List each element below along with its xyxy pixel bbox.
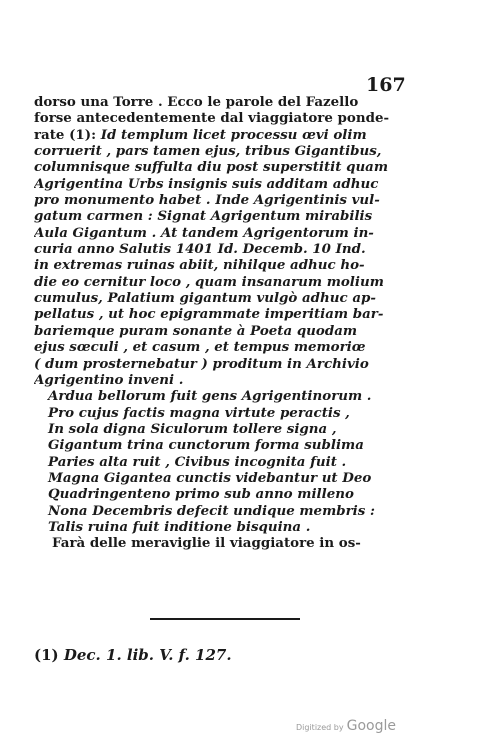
text-line: forse antecedentemente dal viaggiatore ponde- (34, 110, 390, 127)
footnote (34, 646, 232, 664)
text-line: pellatus , ut hoc epigrammate imperitiam bar- (34, 306, 384, 323)
text-line-plain: rate (1): (34, 126, 101, 143)
text-line: Nona Decembris defecit undique membris : (48, 502, 375, 519)
text-line: Agrigentino inveni . (34, 371, 184, 388)
text-line: pro monumento habet . Inde Agrigentinis vul- (34, 192, 380, 209)
text-line: in extremas ruinas abiit, nihilque adhuc ho- (34, 257, 365, 274)
text-line: Aula Gigantum . At tandem Agrigentorum in- (34, 224, 374, 241)
text-line: Quadringenteno primo sub anno milleno (48, 486, 354, 503)
text-line: Paries alta ruit , Civibus incognita fuit . (48, 453, 347, 470)
text-line: corruerit , pars tamen ejus, tribus Gigantibus, (34, 143, 382, 160)
watermark-prefix: Digitized by (296, 723, 344, 732)
body-text (34, 94, 414, 552)
text-line: Farà delle meraviglie il viaggiatore in os- (52, 535, 361, 552)
text-line: ejus sœculi , et casum , et tempus memoriœ (34, 339, 366, 356)
page-number: 167 (366, 74, 406, 96)
text-line: ( dum prosternebatur ) proditum in Archivio (34, 355, 369, 372)
watermark-brand: Google (346, 718, 396, 734)
text-line: columnisque suffulta diu post superstitit quam (34, 159, 389, 176)
text-line: curia anno Salutis 1401 Id. Decemb. 10 Ind. (34, 241, 366, 258)
footnote-text: Dec. 1. lib. V. f. 127. (63, 646, 232, 664)
digitized-by-google-watermark (296, 715, 396, 734)
text-line: die eo cernitur loco , quam insanarum molium (34, 273, 384, 290)
text-line: bariemque puram sonante à Poeta quodam (34, 322, 358, 339)
text-line: In sola digna Siculorum tollere signa , (48, 420, 337, 437)
text-line-italic: Id templum licet processu œvi olim (100, 126, 367, 143)
text-line: Agrigentina Urbs insignis suis additam adhuc (34, 175, 379, 192)
text-line: Pro cujus factis magna virtute peractis , (48, 404, 350, 421)
text-line: Gigantum trina cunctorum forma sublima (48, 437, 364, 454)
text-line: Magna Gigantea cunctis videbantur ut Deo (48, 469, 372, 486)
text-line: cumulus, Palatium gigantum vulgò adhuc ap- (34, 290, 376, 307)
text-line: Ardua bellorum fuit gens Agrigentinorum . (48, 388, 372, 405)
footnote-marker: (1) (34, 646, 59, 664)
text-line: dorso una Torre . Ecco le parole del Fazello (34, 94, 359, 110)
text-line (34, 127, 414, 143)
text-line: Talis ruina fuit inditione bisquina . (48, 518, 311, 535)
footnote-separator (150, 618, 300, 620)
text-line: gatum carmen : Signat Agrigentum mirabilis (34, 208, 373, 225)
